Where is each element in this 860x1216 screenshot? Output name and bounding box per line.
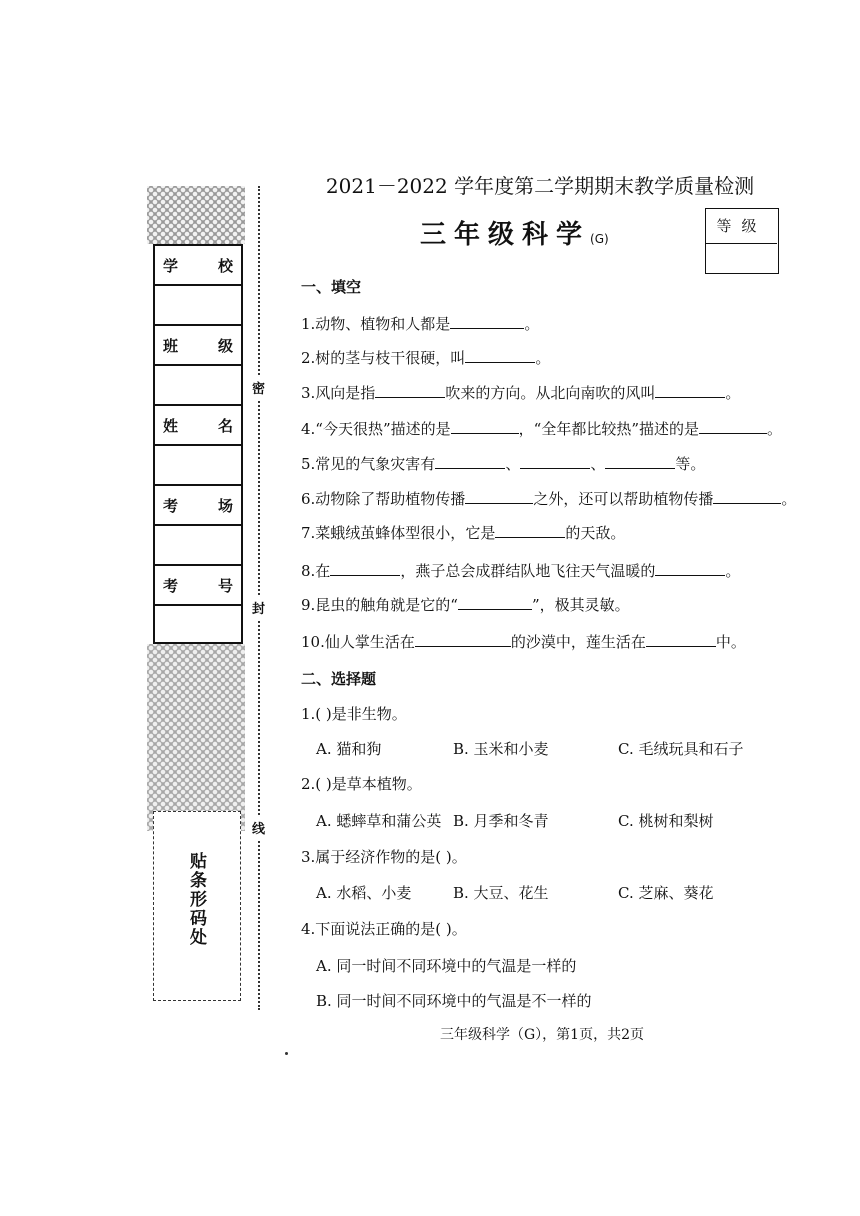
fill-question-3: 3.风向是指 吹来的方向。从北向南吹的风叫 。 xyxy=(301,384,741,402)
answer-blank[interactable] xyxy=(713,489,781,504)
fill-question-5: 5.常见的气象灾害有 、 、 等。 xyxy=(301,455,706,473)
seal-char-mi: 密 xyxy=(252,376,265,399)
answer-blank[interactable] xyxy=(458,595,532,610)
binding-strip xyxy=(147,186,245,1010)
name-field[interactable] xyxy=(155,446,241,486)
exam-room-label-row: 考 场 xyxy=(155,486,241,526)
answer-blank[interactable] xyxy=(605,454,675,469)
grade-box xyxy=(705,208,779,274)
answer-blank[interactable] xyxy=(495,523,565,538)
fill-question-4: 4.“今天很热”描述的是 ，“全年都比较热”描述的是 。 xyxy=(301,420,783,438)
choice-1-option-b[interactable]: B. 玉米和小麦 xyxy=(453,740,549,758)
school-field[interactable] xyxy=(155,286,241,326)
answer-blank[interactable] xyxy=(699,419,767,434)
answer-blank[interactable] xyxy=(450,314,524,329)
choice-2-option-a[interactable]: A. 蟋蟀草和蒲公英 xyxy=(316,812,442,830)
subject-title: 三年级科学(G) xyxy=(420,220,609,250)
name-label-row: 姓 名 xyxy=(155,406,241,446)
seal-char-feng: 封 xyxy=(252,596,265,619)
choice-4-option-a[interactable]: A. 同一时间不同环境中的气温是一样的 xyxy=(316,957,577,975)
choice-2-option-c[interactable]: C. 桃树和梨树 xyxy=(618,812,714,830)
fill-question-8: 8.在 ，燕子总会成群结队地飞往天气温暖的 。 xyxy=(301,562,741,580)
decorative-pattern-top xyxy=(147,186,245,244)
exam-number-label-row: 考 号 xyxy=(155,566,241,606)
choice-question-3-stem: 3.属于经济作物的是( )。 xyxy=(301,848,467,866)
seal-char-xian: 线 xyxy=(252,816,265,839)
fill-question-1: 1.动物、植物和人都是 。 xyxy=(301,315,540,333)
answer-blank[interactable] xyxy=(465,348,535,363)
choice-1-option-c[interactable]: C. 毛绒玩具和石子 xyxy=(618,740,744,758)
section-fill-blank-heading: 一、填空 xyxy=(301,278,362,296)
choice-4-option-b[interactable]: B. 同一时间不同环境中的气温是不一样的 xyxy=(316,992,592,1010)
class-label-row: 班 级 xyxy=(155,326,241,366)
answer-blank[interactable] xyxy=(520,454,590,469)
fill-question-6: 6.动物除了帮助植物传播 之外，还可以帮助植物传播 。 xyxy=(301,490,797,508)
answer-blank[interactable] xyxy=(330,561,400,576)
answer-blank[interactable] xyxy=(451,419,519,434)
answer-blank[interactable] xyxy=(465,489,533,504)
barcode-area xyxy=(153,811,241,1001)
grade-label: 等级 xyxy=(706,209,777,244)
choice-1-option-a[interactable]: A. 猫和狗 xyxy=(316,740,382,758)
page-footer: 三年级科学（G），第1页，共2页 xyxy=(440,1027,644,1043)
answer-blank[interactable] xyxy=(435,454,505,469)
section-choice-heading: 二、选择题 xyxy=(301,670,377,688)
answer-blank[interactable] xyxy=(415,632,511,647)
scan-speck xyxy=(285,1052,288,1055)
decorative-pattern-mid xyxy=(147,644,245,831)
answer-blank[interactable] xyxy=(375,383,445,398)
exam-room-field[interactable] xyxy=(155,526,241,566)
exam-title: 2021－2022 学年度第二学期期末教学质量检测 xyxy=(325,174,755,198)
fill-question-2: 2.树的茎与枝干很硬，叫 。 xyxy=(301,349,551,367)
choice-question-2-stem: 2.( )是草本植物。 xyxy=(301,775,422,793)
choice-3-option-a[interactable]: A. 水稻、小麦 xyxy=(316,884,412,902)
fill-question-9: 9.昆虫的触角就是它的“ ”，极其灵敏。 xyxy=(301,596,630,614)
class-field[interactable] xyxy=(155,366,241,406)
answer-blank[interactable] xyxy=(646,632,716,647)
exam-number-field[interactable] xyxy=(155,606,241,646)
choice-3-option-b[interactable]: B. 大豆、花生 xyxy=(453,884,549,902)
fill-question-10: 10.仙人掌生活在 的沙漠中，莲生活在 中。 xyxy=(301,633,746,651)
answer-blank[interactable] xyxy=(655,561,725,576)
student-info-box xyxy=(153,244,243,644)
choice-2-option-b[interactable]: B. 月季和冬青 xyxy=(453,812,549,830)
choice-3-option-c[interactable]: C. 芝麻、葵花 xyxy=(618,884,714,902)
barcode-label: 贴条形码处 xyxy=(186,852,206,947)
fill-question-7: 7.菜蛾绒茧蜂体型很小，它是 的天敌。 xyxy=(301,524,626,542)
choice-question-4-stem: 4.下面说法正确的是( )。 xyxy=(301,920,467,938)
choice-question-1-stem: 1.( )是非生物。 xyxy=(301,705,407,723)
answer-blank[interactable] xyxy=(655,383,725,398)
school-label-row: 学 校 xyxy=(155,246,241,286)
